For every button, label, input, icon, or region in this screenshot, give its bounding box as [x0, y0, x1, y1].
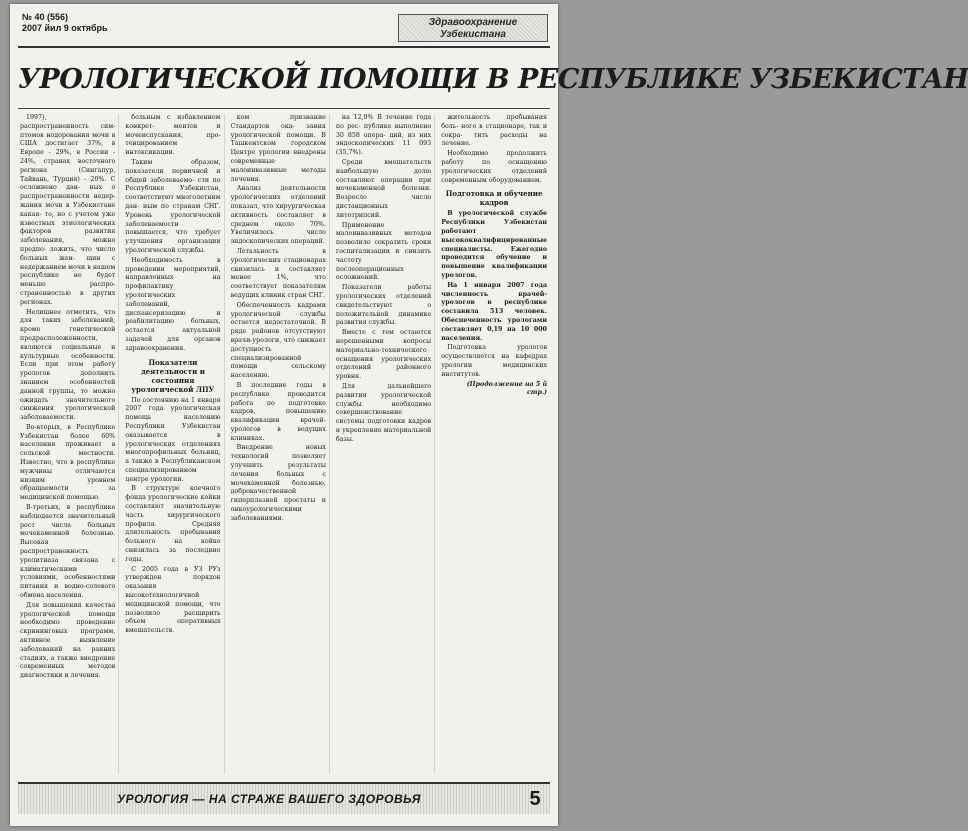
issue-info: [22, 12, 108, 34]
continued-note: (Продолжение на 5 й стр.): [466, 380, 548, 397]
paragraph: Нелишнее отметить, что для таких заболеваний, кроме генетической предрасположенности, являются социальные и культурные особенности. Если при этом работу урологов дополнить знанием особенностей данной группы, то можно ожидать значительного снижения урологической заболеваемости.: [20, 308, 116, 422]
headline-rule: [18, 108, 550, 109]
paragraph: Для повышения качества урологической помощи необходимо проведение скрининговых программ, активное выявление заболеваний на ранних стадиях, а также внедрение современных методов диагностики и лечения.: [20, 601, 116, 680]
column-4: [336, 114, 435, 774]
paragraph: В-третьих, в республике наблюдается значительный рост числа больных мочекаменной болезнью. Высокая распространенность уролитиаза связана с климатическими условиями, особенностями питания и водно-солевого обмена населения.: [20, 504, 116, 600]
paragraph: Необходимость в проведении мероприятий, направленных на профилактику урологических заболеваний, диспансеризацию и реабилитацию больных, остается актуальной задачей для органов здравоохранения.: [125, 256, 221, 352]
issue-date: 2007 йил 9 октябрь: [22, 23, 108, 33]
column-5: [441, 114, 550, 774]
paragraph: Анализ деятельности урологических отделений показал, что хирургическая активность составляет в среднем около 70%. Увеличилось число эндоскопических операций.: [230, 185, 326, 246]
column-3: [231, 114, 330, 774]
newspaper-page: [10, 4, 968, 826]
paragraph: С 2005 года в УЗ РУз утвержден порядок оказания высокотехнологичной медицинской помощи, что позволило расширить объем оперативных вмешательств.: [125, 565, 221, 635]
paragraph: Необходимо продолжить работу по оснащению урологических отделений современным оборудованием.: [441, 150, 548, 184]
paragraph: Во-вторых, в Республике Узбекистан более 60% населения проживает в сельской местности. Известно, что в республике мужчины отличаются низким уровнем обращаемости за медицинской помощью.: [20, 423, 116, 502]
section-subheading: Показатели деятельности и состояния урологической ЛПУ: [131, 357, 215, 394]
paragraph: Таким образом, показатели первичной и общей заболеваемо- сти по Республике Узбекистан, соответствуют многолетним дан- ным по странам СНГ. Уровень урологической заболеваемости повышается, что требует улучшения организации урологической службы.: [125, 158, 221, 254]
paragraph: больным с избавлением конкрет- ментов и мочеиспускания, про- тенцированием интоксикации.: [125, 114, 221, 157]
paragraph: жительность пребывания боль- ного в стационаре, так и сокра- тить расходы на лечение.: [441, 114, 548, 148]
issue-number: № 40 (556): [22, 12, 69, 22]
paragraph: Применение малоинвазивных методов позволило сократить сроки госпитализации и снизить частоту послеоперационных осложнений.: [335, 221, 432, 282]
paragraph: Вместе с тем остаются нерешенными вопросы материально-технического оснащения урологических отделений районного уровня.: [335, 329, 432, 381]
paragraph: Летальность в урологических стационарах снизилась и составляет менее 1%, что соответствует показателям ведущих клиник стран СНГ.: [230, 247, 326, 299]
paragraph: Для дальнейшего развития урологической службы необходимо совершенствование системы подготовки кадров и укрепление материальной базы.: [335, 382, 432, 443]
section-subheading: Подготовка и обучение кадров: [445, 189, 543, 208]
paragraph: на 12,9% В течение года по рес- публике выполнено 30 858 опера- ций, из них эндоскопических 11 093 (35,7%).: [335, 114, 432, 157]
column-2: [125, 114, 224, 774]
paragraph: 1997), распространенность сим- птомов нодорования мочи в США достигает 37%, в Европе - 29%, в России - 24%, странах восточного региона (Сингапур, Тайвань, Турция) - 20%. С осложнено дан- ных о распространенности недер- жания мочи в Узбекистане какая- то, но с учетом уже известных этиологических факторов развития заболевания, можно предпо- ложить, что число больных жен- щин с недержанием мочи в нашем республике не будет меньше распро- страненностью в других регионах.: [20, 114, 116, 306]
article-columns: [20, 114, 550, 774]
paragraph: В последние годы в республике проводится работа по подготовке кадров, повышению квалификации врачей-урологов в ведущих клиниках.: [230, 381, 326, 442]
footer-title: УРОЛОГИЯ — НА СТРАЖЕ ВАШЕГО ЗДОРОВЬЯ: [117, 792, 421, 806]
paragraph: В урологической службе Республики Узбекистан работают высококвалифицированные специалисты. Ежегодно проводится обучение и повышение квалификации урологов.: [441, 210, 548, 279]
page-footer: [18, 782, 550, 814]
paragraph: По состоянию на 1 января 2007 года урологическая помощь населению Республики Узбекистан оказывается в урологических отделениях многопрофильных больниц, а также в Республиканском специализированном центре урологии.: [125, 396, 221, 483]
paragraph: Показатели работы урологических отделений свидетельствуют о положительной динамике развития службы.: [335, 284, 432, 327]
paragraph: Среди вмешательств наибольшую долю составляют операции при мочекаменной болезни. Возросло число дистанционных литотрипсий.: [335, 158, 432, 219]
masthead-logo: [398, 14, 548, 42]
masthead-line1: Здравоохранение: [428, 17, 518, 28]
page-number: 5: [529, 787, 541, 810]
column-1: [20, 114, 119, 774]
paragraph: Обеспеченность кадрами урологической службы остается недостаточной. В ряде районов отсутствуют врачи-урологи, что снижает доступность специализированной помощи сельскому населению.: [230, 301, 326, 380]
paragraph: В структуре коечного фонда урологические койки составляют значительную часть хирургического профиля. Средняя длительность пребывания больного на койке снизилась за последние годы.: [125, 485, 221, 563]
top-rule: [18, 46, 550, 48]
paragraph: Внедрение новых технологий позволяет улучшить результаты лечения больных с мочекаменной болезнью, доброкачественной гиперплазией простаты и онкоурологическими заболеваниями.: [230, 444, 326, 522]
paragraph: ком признание Стандартов ока- зания урологической помощи. В Ташкентском городском Центре урологии внедрены современные малоинвазивные методы лечения.: [230, 114, 326, 183]
paragraph: На 1 января 2007 года численность врачей-урологов в республике составила 513 человек. Обеспеченность урологами составляет 0,19 на 10 000 населения.: [441, 281, 548, 342]
paragraph: Подготовка урологов осуществляется на кафедрах урологии медицинских институтов.: [441, 344, 548, 378]
article-headline: УРОЛОГИЧЕСКОЙ ПОМОЩИ В РЕСПУБЛИКЕ УЗБЕКИСТАН: [18, 64, 968, 95]
masthead-line2: Узбекистана: [440, 29, 506, 40]
